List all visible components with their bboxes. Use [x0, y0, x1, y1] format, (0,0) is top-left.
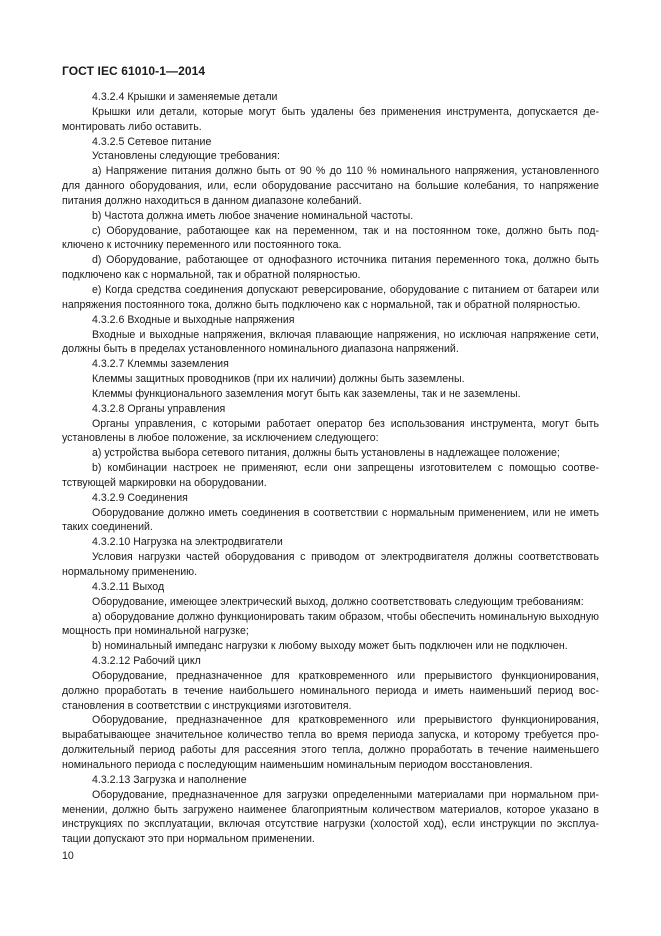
section-heading: 4.3.2.8 Органы управления [92, 402, 226, 415]
paragraph: b) номинальный импеданс нагрузки к любому выходу может быть подключен или не подключен. [92, 640, 568, 653]
paragraph: Клеммы защитных проводников (при их наличии) должны быть заземлены. [92, 373, 465, 386]
paragraph: Оборудование должно иметь соединения в соответствии с нормальным применением, или не иметь таких соединений. [62, 506, 599, 534]
paragraph: b) Частота должна иметь любое значение номинальной частоты. [92, 209, 414, 222]
paragraph: Установлены следующие требования: [92, 150, 280, 163]
section-heading: 4.3.2.4 Крышки и заменяемые детали [92, 91, 278, 103]
paragraph: a) устройства выбора сетевого питания, должны быть установлены в надлежащее положение; [92, 447, 560, 460]
paragraph: d) Оборудование, работающее от однофазного источника питания переменного тока, должно быть подключено как с нормальной, так и обратной полярностью. [62, 254, 599, 282]
paragraph: e) Когда средства соединения допускают реверсирование, оборудование с питанием от батареи или напряжения постоянного тока, должно быть подключено как с нормальной, так и обратной полярностью. [62, 283, 599, 311]
paragraph: c) Оборудование, работающее как на переменном, так и на постоянном токе, должно быть подключено к источнику переменного или постоянного тока. [62, 224, 599, 252]
paragraph: Оборудование, имеющее электрический выход, должно соответствовать следующим требованиям: [92, 595, 584, 608]
section-heading: 4.3.2.12 Рабочий цикл [92, 655, 201, 668]
section-heading: 4.3.2.11 Выход [92, 580, 165, 593]
paragraph: b) комбинации настроек не применяют, если они запрещены изготовителем с помощью соответствующей маркировки на оборудовании. [62, 462, 599, 489]
section-heading: 4.3.2.10 Нагрузка на электродвигатели [92, 536, 283, 549]
section-heading: 4.3.2.13 Загрузка и наполнение [92, 773, 247, 786]
paragraph: Оборудование, предназначенное для загрузки определенными материалами при нормальном применении, должно быть загружено наименее благоприятным количеством материалов, которое указано в инструкциях по эксплуатации, включая отсутствие нагрузки (холостой ход), если инструкции по эксплуатации допускают это при нормальном применении. [62, 788, 599, 846]
paragraph: a) Напряжение питания должно быть от 90 % до 110 % номинального напряжения, установленного для данного оборудования, или, если оборудование рассчитано на большие колебания, то напряжение питания должно находиться в данном диапазоне колебаний. [62, 165, 599, 207]
section-heading: 4.3.2.9 Соединения [92, 491, 188, 504]
paragraph: Оборудование, предназначенное для кратковременного или прерывистого функционирования, вырабатывающее значительное количество тепла во время периода запуска, и которому требуется продолжительный период работы для рассеяния этого тепла, должно проработать в течение наименьшего номинального периода с последующим наименьшим номинальным периодом восстановления. [62, 714, 599, 771]
paragraph: a) оборудование должно функционировать таким образом, чтобы обеспечить номинальную выходную мощность при номинальной нагрузке; [62, 610, 599, 638]
paragraph: Крышки или детали, которые могут быть удалены без применения инструмента, допускается демонтировать либо оставить. [62, 105, 599, 133]
paragraph: Клеммы функционального заземления могут быть как заземлены, так и не заземлены. [92, 387, 521, 400]
paragraph: Оборудование, предназначенное для кратковременного или прерывистого функционирования, должно проработать в течение наибольшего номинального периода и иметь наименьший период восстановления в соответствии с инструкциями изготовителя. [62, 669, 599, 712]
paragraph: Органы управления, с которыми работает оператор без использования инструмента, могут быть установлены в любое положение, за исключением следующего: [62, 417, 599, 445]
section-heading: 4.3.2.7 Клеммы заземления [92, 358, 229, 371]
paragraph: Условия нагрузки частей оборудования с приводом от электродвигателя должны соответствовать нормальному применению. [62, 551, 599, 578]
section-heading: 4.3.2.5 Сетевое питание [92, 135, 212, 148]
document-header: ГОСТ IEC 61010-1—2014 [62, 64, 206, 78]
section-heading: 4.3.2.6 Входные и выходные напряжения [92, 313, 295, 326]
document-body [62, 90, 599, 847]
paragraph: Входные и выходные напряжения, включая плавающие напряжения, но исключая напряжение сети, должны быть в пределах установленного номинального диапазона напряжений. [62, 328, 599, 356]
page-number: 10 [62, 850, 74, 862]
